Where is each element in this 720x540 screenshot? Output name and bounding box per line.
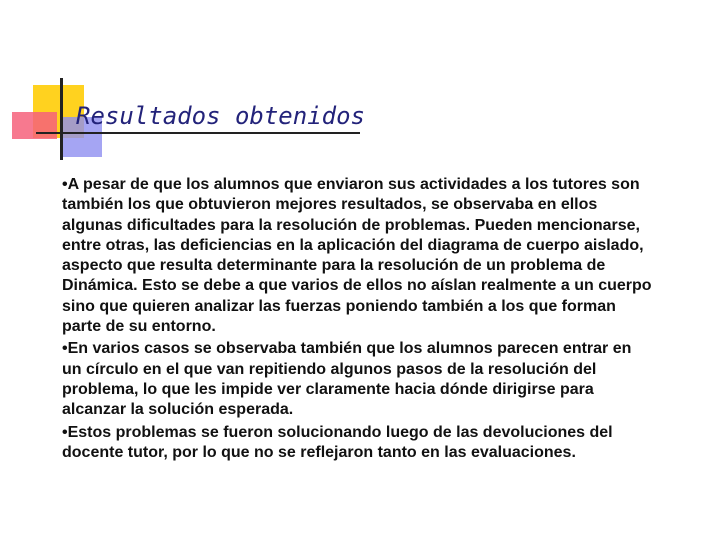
bullet-paragraph-1 (62, 175, 652, 337)
paragraph-text: Estos problemas se fueron solucionando luego de las devoluciones del docente tutor, por lo que no se reflejaron tanto en las evaluaciones. (62, 423, 613, 461)
bullet-marker: • (62, 423, 68, 441)
decor-horizontal-line (36, 132, 360, 134)
bullet-marker: • (62, 176, 68, 193)
bullet-paragraph-3 (62, 423, 652, 464)
paragraph-text: A pesar de que los alumnos que enviaron sus actividades a los tutores son también los que obtuvieron mejores resultados, se observaba en ellos algunas dificultades para la resolución de problemas. Pueden mencionarse, entre otras, las deficiencias en la aplicación del diagrama de cuerpo aislado, aspecto que resulta determinante para la resolución de un problema de Dinámica. Esto se debe a que varios de ellos no aíslan realmente a un cuerpo sino que quieren analizar las fuerzas poniendo también a los que forman parte de su entorno. (62, 176, 652, 336)
bullet-marker: • (62, 340, 68, 358)
slide-body (62, 175, 652, 465)
slide-title: Resultados obtenidos (76, 102, 365, 130)
decor-vertical-line (60, 78, 63, 160)
bullet-paragraph-2 (62, 339, 652, 420)
paragraph-text: En varios casos se observaba también que los alumnos parecen entrar en un círculo en el que van repitiendo algunos pasos de la resolución del problema, lo que les impide ver claramente hacia dónde dirigirse para alcanzar la solución esperada. (62, 340, 632, 419)
decor-pink-square (12, 112, 57, 139)
